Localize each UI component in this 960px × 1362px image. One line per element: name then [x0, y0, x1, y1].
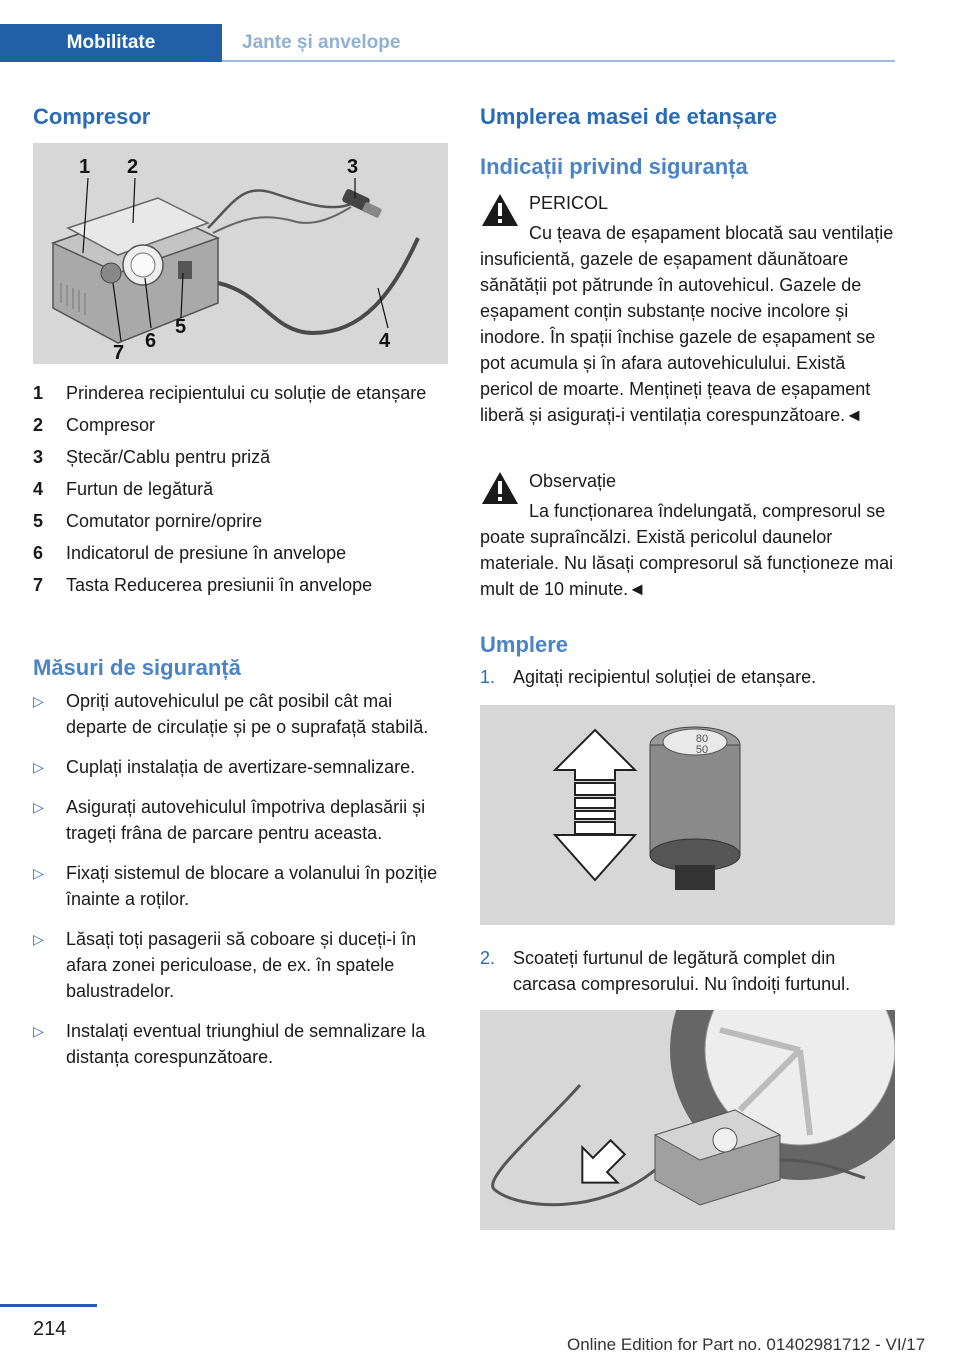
gauge-label-bottom: 50	[695, 744, 709, 756]
footer-divider	[0, 1304, 97, 1307]
warning-pericol	[480, 190, 895, 428]
shake-bottle-figure	[480, 705, 895, 925]
tab-mobilitate-label: Mobilitate	[66, 32, 156, 53]
edition-label: Online Edition for Part no. 01402981712 - VI/17	[567, 1335, 926, 1354]
callout-1: 1	[79, 156, 91, 178]
legend-item: 5 Comutator pornire/oprire	[33, 511, 263, 531]
legend-item: 2 Compresor	[33, 415, 156, 435]
warning-body: Cu țeava de eșapament blocată sau ventilație insuficientă, gazele de eșapament dăunătoare sănătății pot pătrunde în autovehicul. Gazele de eșapament conțin substanțe nocive incolore și inodore. În spații închise gazele de eșapament se pot acumula și în afara autovehiculului. Există pericol de moarte. Mențineți țeava de eșapament liberă și asigurați-i ventilația corespunzătoare.◄	[480, 223, 894, 425]
safety-list	[33, 688, 448, 1084]
tab-mobilitate[interactable]	[0, 24, 222, 62]
bullet-icon: ▷	[33, 693, 44, 709]
hose-compressor-figure	[480, 1010, 895, 1230]
bullet-icon: ▷	[33, 759, 44, 775]
section-title-umplere: Umplere	[480, 632, 569, 657]
bullet-icon: ▷	[33, 1023, 44, 1039]
list-item: ▷ Fixați sistemul de blocare a volanului în poziție înainte a roților.	[33, 860, 448, 912]
section-title-safety: Măsuri de siguranță	[33, 655, 241, 680]
legend-item: 1 Prinderea recipientului cu soluție de etanșare	[33, 383, 427, 403]
warning-triangle-icon	[480, 470, 520, 506]
legend-item: 7 Tasta Reducerea presiunii în anvelope	[33, 575, 373, 595]
list-item: ▷ Lăsați toți pasagerii să coboare și duceți-i în afara zonei periculoase, de ex. în spatele balustradelor.	[33, 926, 448, 1004]
step-2	[480, 945, 895, 997]
legend-item: 3 Ștecăr/Cablu pentru priză	[33, 447, 271, 467]
warning-title: PERICOL	[529, 193, 609, 213]
callout-2: 2	[127, 156, 139, 178]
section-title-compresor: Compresor	[33, 104, 151, 129]
warning-observatie	[480, 468, 895, 602]
bullet-icon: ▷	[33, 865, 44, 881]
callout-7: 7	[113, 342, 125, 364]
warning-title: Observație	[529, 471, 617, 491]
warning-body: La funcționarea îndelungată, compresorul se poate supraîncălzi. Există pericolul daunelor materiale. Nu lăsați compresorul să funcționeze mai mult de 10 minute.◄	[480, 501, 894, 599]
list-item: 1. Agitați recipientul soluției de etanșare.	[480, 667, 817, 687]
tab-jante-anvelope[interactable]: Jante și anvelope	[242, 32, 401, 53]
list-item: ▷ Cuplați instalația de avertizare-semnalizare.	[33, 754, 448, 780]
figure-legend	[33, 380, 448, 604]
page-number: 214	[33, 1318, 67, 1340]
bullet-icon: ▷	[33, 931, 44, 947]
section-title-sealant: Umplerea masei de etanșare	[480, 104, 778, 129]
list-item: 2. Scoateți furtunul de legătură complet din carcasa compresorului. Nu îndoiți furtunul.	[480, 948, 851, 994]
legend-item: 6 Indicatorul de presiune în anvelope	[33, 543, 347, 563]
callout-4: 4	[379, 330, 391, 352]
callout-5: 5	[175, 316, 187, 338]
compressor-figure	[33, 143, 448, 364]
gauge-label-top: 80	[695, 733, 709, 745]
callout-3: 3	[347, 156, 359, 178]
list-item: ▷ Instalați eventual triunghiul de semnalizare la distanța corespunzătoare.	[33, 1018, 448, 1070]
header-divider	[222, 60, 895, 62]
list-item: ▷ Asigurați autovehiculul împotriva deplasării și trageți frâna de parcare pentru aceasta.	[33, 794, 448, 846]
warning-triangle-icon	[480, 192, 520, 228]
list-item: ▷ Opriți autovehiculul pe cât posibil cât mai departe de circulație și pe o suprafață stabilă.	[33, 688, 448, 740]
bullet-icon: ▷	[33, 799, 44, 815]
legend-item: 4 Furtun de legătură	[33, 479, 214, 499]
callout-6: 6	[145, 330, 157, 352]
step-1	[480, 664, 895, 690]
subsection-title-safety: Indicații privind siguranța	[480, 154, 748, 179]
